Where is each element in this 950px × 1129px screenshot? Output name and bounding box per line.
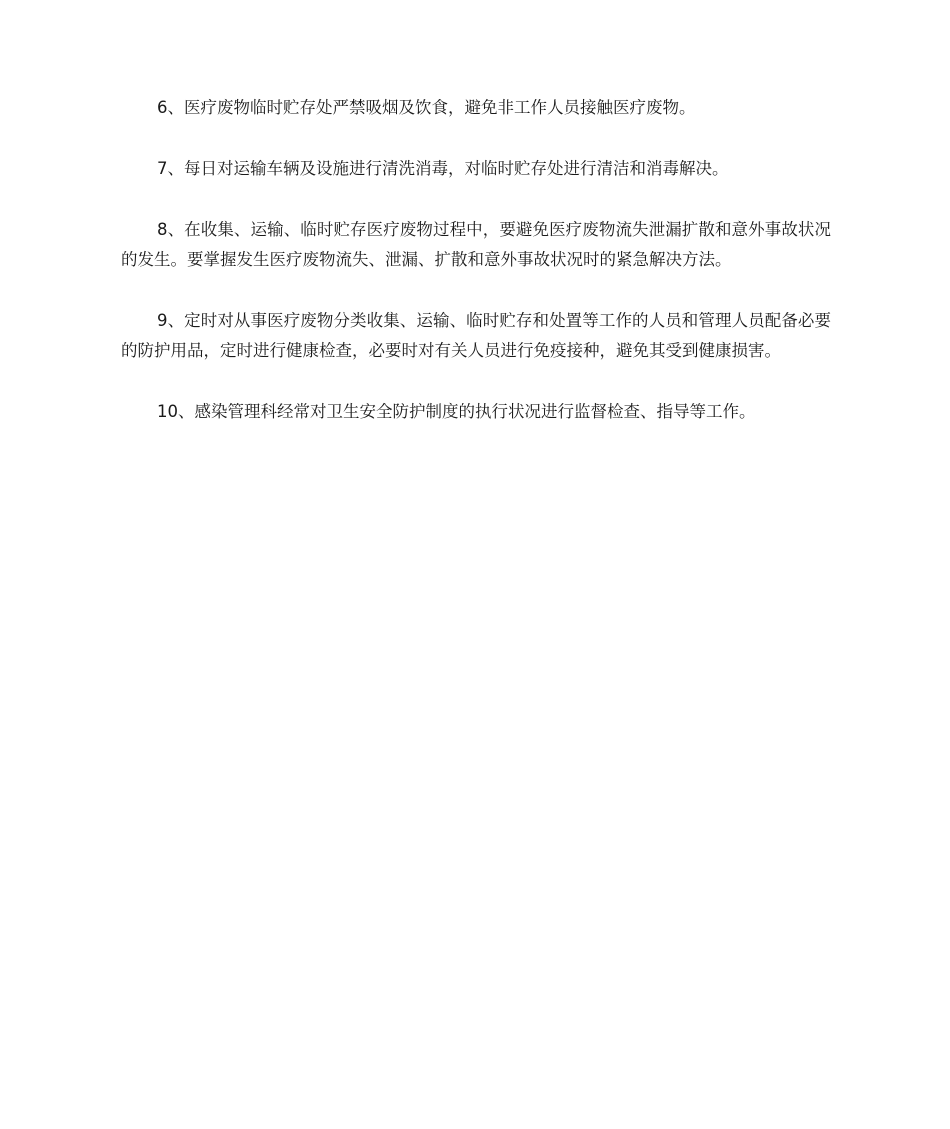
paragraph-item-9: 9、定时对从事医疗废物分类收集、运输、临时贮存和处置等工作的人员和管理人员配备必要的防护用品，定时进行健康检查，必要时对有关人员进行免疫接种，避免其受到健康损害。 — [121, 311, 831, 360]
paragraph-spacer — [121, 184, 831, 215]
paragraph-item-10: 10、感染管理科经常对卫生安全防护制度的执行状况进行监督检查、指导等工作。 — [157, 402, 756, 421]
paragraph-spacer — [121, 123, 831, 154]
paragraph-spacer — [121, 275, 831, 306]
paragraph-item-6: 6、医疗废物临时贮存处严禁吸烟及饮食，避免非工作人员接触医疗废物。 — [157, 98, 696, 117]
document-body — [121, 93, 831, 427]
paragraph-item-7: 7、每日对运输车辆及设施进行清洗消毒，对临时贮存处进行清洁和消毒解决。 — [157, 159, 729, 178]
paragraph-spacer — [121, 366, 831, 397]
paragraph-item-8: 8、在收集、运输、临时贮存医疗废物过程中，要避免医疗废物流失泄漏扩散和意外事故状况的发生。要掌握发生医疗废物流失、泄漏、扩散和意外事故状况时的紧急解决方法。 — [121, 220, 831, 269]
